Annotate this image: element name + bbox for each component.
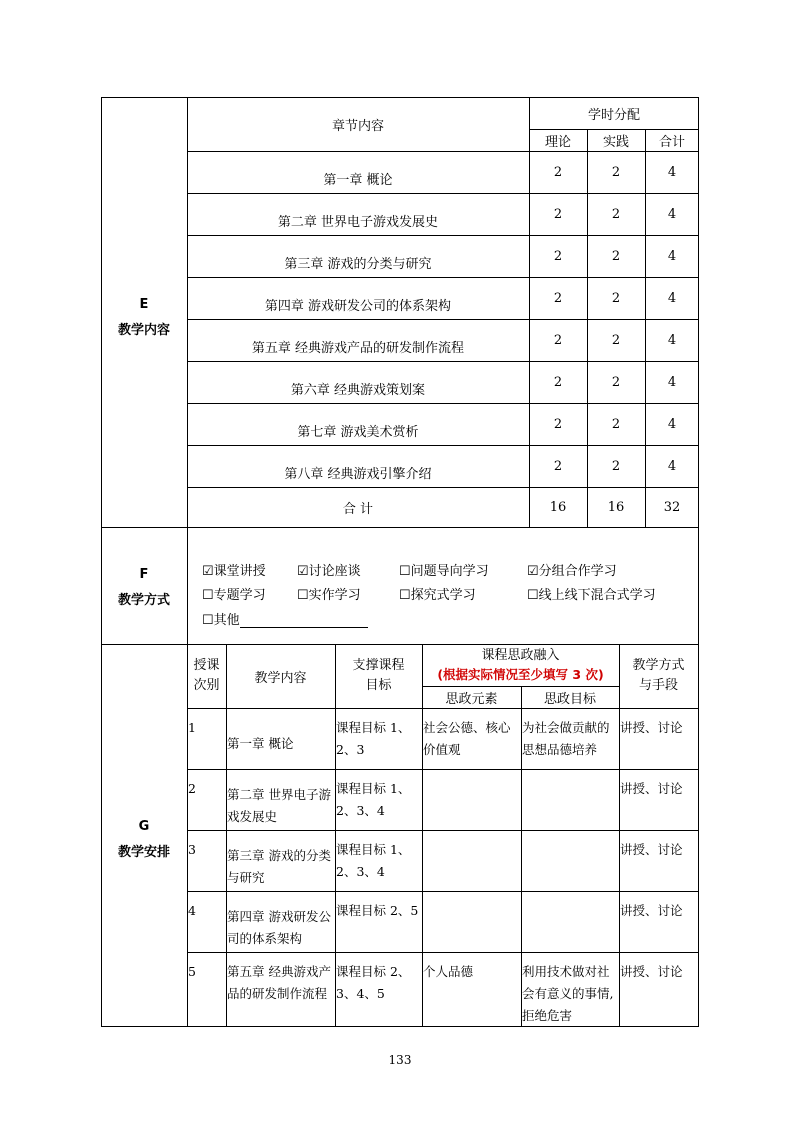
total-cell: 4 bbox=[667, 164, 677, 180]
practice-cell: 2 bbox=[611, 416, 621, 432]
sum-theory: 16 bbox=[549, 499, 567, 515]
practice-cell: 2 bbox=[611, 206, 621, 222]
section-f-label bbox=[101, 560, 187, 616]
target-cell bbox=[522, 839, 619, 891]
chapter-cell: 第三章 游戏的分类与研究 bbox=[284, 256, 432, 272]
target-cell bbox=[522, 778, 619, 830]
target-cell: 利用技术做对社会有意义的事情, 拒绝危害 bbox=[522, 964, 614, 1023]
header-supporting-goal: 支撑课程目标 bbox=[352, 658, 405, 693]
goal-cell: 课程目标 2、5 bbox=[336, 903, 419, 918]
header-teaching-content: 教学内容 bbox=[254, 670, 307, 686]
header-session: 授课次别 bbox=[193, 658, 220, 693]
theory-cell: 2 bbox=[553, 416, 563, 432]
option-label: 问题导向学习 bbox=[410, 564, 489, 579]
option-label: 课堂讲授 bbox=[213, 564, 266, 579]
option-lecture[interactable] bbox=[202, 560, 266, 579]
header-ideology bbox=[422, 644, 619, 686]
session-number: 4 bbox=[188, 903, 196, 918]
chapter-cell: 第七章 游戏美术赏析 bbox=[297, 424, 419, 440]
section-g-label bbox=[101, 812, 187, 868]
session-number: 5 bbox=[188, 964, 196, 979]
practice-cell: 2 bbox=[611, 332, 621, 348]
option-label: 分组合作学习 bbox=[538, 564, 617, 579]
goal-cell: 课程目标 2、3、4、5 bbox=[336, 964, 411, 1001]
sum-practice: 16 bbox=[607, 499, 625, 515]
section-g-letter: G bbox=[138, 819, 150, 834]
header-chapter-content: 章节内容 bbox=[331, 118, 384, 134]
section-e-letter: E bbox=[139, 297, 149, 312]
element-cell: 社会公德、核心价值观 bbox=[423, 720, 511, 757]
header-method: 教学方式与手段 bbox=[632, 658, 685, 693]
option-blended[interactable] bbox=[527, 584, 656, 603]
theory-cell: 2 bbox=[553, 332, 563, 348]
header-total: 合计 bbox=[658, 134, 685, 150]
sum-total: 32 bbox=[663, 499, 681, 515]
option-discussion[interactable] bbox=[297, 560, 361, 579]
goal-cell: 课程目标 1、2、3、4 bbox=[336, 842, 411, 879]
other-blank-line[interactable] bbox=[240, 613, 368, 628]
total-cell: 4 bbox=[667, 290, 677, 306]
checkbox-icon[interactable]: ☐ bbox=[527, 588, 539, 603]
method-cell: 讲授、讨论 bbox=[620, 964, 683, 979]
practice-cell: 2 bbox=[611, 290, 621, 306]
element-cell bbox=[423, 839, 521, 891]
total-cell: 4 bbox=[667, 206, 677, 222]
checkbox-icon[interactable]: ☑ bbox=[297, 564, 309, 579]
practice-cell: 2 bbox=[611, 374, 621, 390]
section-g-title: 教学安排 bbox=[117, 845, 170, 860]
target-cell bbox=[522, 900, 619, 952]
practice-cell: 2 bbox=[611, 164, 621, 180]
page-number: 133 bbox=[388, 1053, 412, 1067]
option-practical[interactable] bbox=[297, 584, 361, 603]
session-number: 1 bbox=[188, 720, 196, 735]
content-cell: 第一章 概论 bbox=[227, 736, 294, 751]
option-label: 线上线下混合式学习 bbox=[538, 588, 656, 603]
chapter-cell: 第八章 经典游戏引擎介绍 bbox=[284, 466, 432, 482]
theory-cell: 2 bbox=[553, 374, 563, 390]
session-number: 3 bbox=[188, 842, 196, 857]
goal-cell: 课程目标 1、2、3 bbox=[336, 720, 411, 757]
element-cell: 个人品德 bbox=[423, 964, 474, 979]
goal-cell: 课程目标 1、2、3、4 bbox=[336, 781, 411, 818]
target-cell: 为社会做贡献的思想品德培养 bbox=[522, 720, 610, 757]
element-cell bbox=[423, 778, 521, 830]
option-label: 讨论座谈 bbox=[308, 564, 361, 579]
section-f-letter: F bbox=[139, 567, 149, 582]
option-label: 实作学习 bbox=[308, 588, 361, 603]
checkbox-icon[interactable]: ☐ bbox=[202, 613, 214, 628]
option-problem-based[interactable] bbox=[399, 560, 489, 579]
option-inquiry[interactable] bbox=[399, 584, 476, 603]
option-other[interactable] bbox=[202, 609, 368, 628]
option-label: 探究式学习 bbox=[410, 588, 476, 603]
option-topic[interactable] bbox=[202, 584, 266, 603]
checkbox-icon[interactable]: ☐ bbox=[399, 588, 411, 603]
total-cell: 4 bbox=[667, 374, 677, 390]
total-cell: 4 bbox=[667, 458, 677, 474]
checkbox-icon[interactable]: ☐ bbox=[297, 588, 309, 603]
method-cell: 讲授、讨论 bbox=[620, 781, 683, 796]
method-cell: 讲授、讨论 bbox=[620, 903, 683, 918]
element-cell bbox=[423, 900, 521, 952]
header-practice: 实践 bbox=[602, 134, 629, 150]
total-cell: 4 bbox=[667, 416, 677, 432]
content-cell: 第四章 游戏研发公司的体系架构 bbox=[227, 909, 331, 946]
section-e-label bbox=[101, 290, 187, 346]
method-cell: 讲授、讨论 bbox=[620, 720, 683, 735]
method-cell: 讲授、讨论 bbox=[620, 842, 683, 857]
header-hours: 学时分配 bbox=[587, 107, 640, 123]
chapter-cell: 第四章 游戏研发公司的体系架构 bbox=[264, 298, 452, 314]
sum-label: 合 计 bbox=[342, 501, 374, 517]
content-cell: 第五章 经典游戏产品的研发制作流程 bbox=[227, 964, 331, 1001]
checkbox-icon[interactable]: ☑ bbox=[527, 564, 539, 579]
header-ideology-title: 课程思政融入 bbox=[481, 648, 560, 663]
checkbox-icon[interactable]: ☐ bbox=[202, 588, 214, 603]
chapter-cell: 第五章 经典游戏产品的研发制作流程 bbox=[251, 340, 465, 356]
content-cell: 第三章 游戏的分类与研究 bbox=[227, 848, 331, 885]
checkbox-icon[interactable]: ☐ bbox=[399, 564, 411, 579]
section-e-title: 教学内容 bbox=[117, 323, 170, 338]
option-label: 其他 bbox=[213, 613, 240, 628]
total-cell: 4 bbox=[667, 332, 677, 348]
theory-cell: 2 bbox=[553, 290, 563, 306]
option-label: 专题学习 bbox=[213, 588, 266, 603]
section-f-title: 教学方式 bbox=[117, 593, 170, 608]
chapter-cell: 第二章 世界电子游戏发展史 bbox=[277, 214, 439, 230]
theory-cell: 2 bbox=[553, 458, 563, 474]
header-theory: 理论 bbox=[544, 134, 571, 150]
theory-cell: 2 bbox=[553, 164, 563, 180]
header-ideology-note: (根据实际情况至少填写 3 次) bbox=[437, 667, 604, 682]
chapter-cell: 第六章 经典游戏策划案 bbox=[290, 382, 426, 398]
chapter-cell: 第一章 概论 bbox=[323, 172, 393, 188]
header-target: 思政目标 bbox=[543, 691, 596, 707]
theory-cell: 2 bbox=[553, 248, 563, 264]
session-number: 2 bbox=[188, 781, 196, 796]
checkbox-icon[interactable]: ☑ bbox=[202, 564, 214, 579]
option-group-cooperative[interactable] bbox=[527, 560, 617, 579]
practice-cell: 2 bbox=[611, 458, 621, 474]
header-element: 思政元素 bbox=[445, 691, 498, 707]
theory-cell: 2 bbox=[553, 206, 563, 222]
practice-cell: 2 bbox=[611, 248, 621, 264]
content-cell: 第二章 世界电子游戏发展史 bbox=[227, 787, 331, 824]
total-cell: 4 bbox=[667, 248, 677, 264]
